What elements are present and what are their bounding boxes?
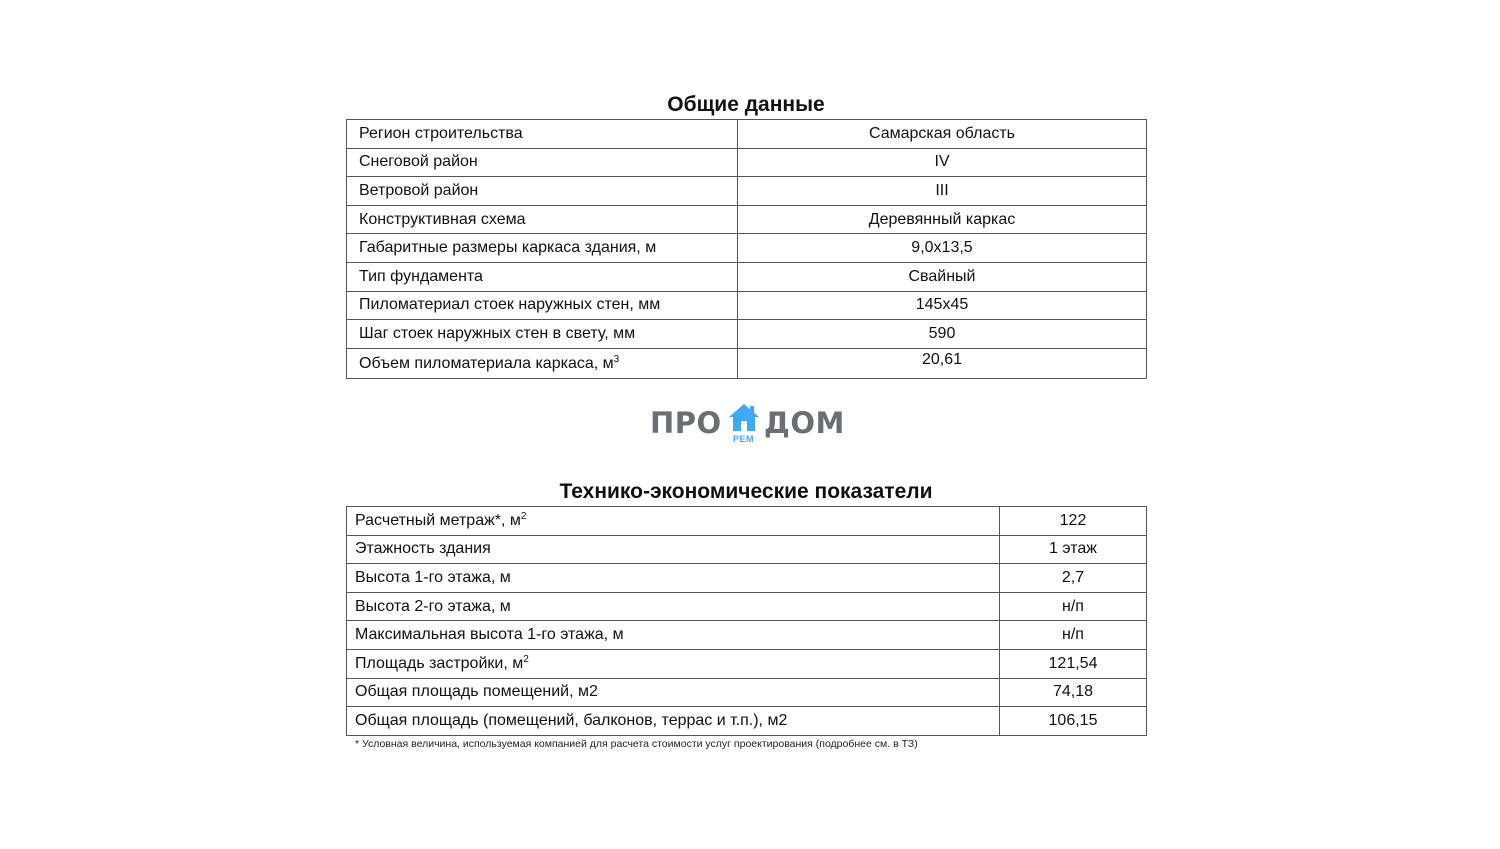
row-label-frame-dimensions: Габаритные размеры каркаса здания, м [347, 234, 738, 263]
table-row [347, 120, 1147, 149]
table-row [347, 234, 1147, 263]
row-value-foundation-type: Свайный [738, 262, 1147, 291]
tep-table [346, 506, 1147, 736]
table-row [347, 621, 1147, 650]
row-value-max-first-floor-height: н/п [1000, 621, 1147, 650]
row-label-second-floor-height: Высота 2-го этажа, м [347, 592, 1000, 621]
row-value-region: Самарская область [738, 120, 1147, 149]
table-row [347, 649, 1147, 678]
row-label-stud-spacing: Шаг стоек наружных стен в свету, мм [347, 320, 738, 349]
row-label-lumber-volume-text: Объем пиломатериала каркаса, м [359, 354, 614, 372]
general-data-table [346, 119, 1147, 379]
row-label-structural-scheme: Конструктивная схема [347, 205, 738, 234]
row-label-region: Регион строительства [347, 120, 738, 149]
row-value-snow-region: IV [738, 148, 1147, 177]
row-value-stud-spacing: 590 [738, 320, 1147, 349]
table-row [347, 320, 1147, 349]
table-row [347, 507, 1147, 536]
prodom-logo [650, 403, 850, 447]
table-row [347, 205, 1147, 234]
unit-superscript: 2 [520, 510, 527, 522]
row-value-total-area: 106,15 [1000, 707, 1147, 736]
table-row [347, 291, 1147, 320]
logo-subtext: РЕМ [733, 434, 755, 444]
row-label-floors: Этажность здания [347, 535, 1000, 564]
general-data-title: Общие данные [667, 93, 825, 116]
table-row [347, 262, 1147, 291]
row-label-building-footprint-text: Площадь застройки, м [355, 654, 524, 672]
row-label-rooms-area: Общая площадь помещений, м2 [347, 678, 1000, 707]
row-value-stud-lumber: 145х45 [738, 291, 1147, 320]
row-label-lumber-volume [347, 348, 738, 379]
row-label-first-floor-height: Высота 1-го этажа, м [347, 564, 1000, 593]
row-value-frame-dimensions: 9,0х13,5 [738, 234, 1147, 263]
table-row [347, 535, 1147, 564]
table-row [347, 177, 1147, 206]
row-value-first-floor-height: 2,7 [1000, 564, 1147, 593]
row-label-stud-lumber: Пиломатериал стоек наружных стен, мм [347, 291, 738, 320]
row-value-lumber-volume: 20,61 [738, 348, 1147, 379]
row-value-building-footprint: 121,54 [1000, 649, 1147, 678]
row-value-wind-region: III [738, 177, 1147, 206]
row-label-snow-region: Снеговой район [347, 148, 738, 177]
row-label-wind-region: Ветровой район [347, 177, 738, 206]
unit-superscript: 2 [523, 653, 529, 665]
row-label-design-area [347, 507, 1000, 536]
row-value-design-area: 122 [1000, 507, 1147, 536]
table-row [347, 592, 1147, 621]
logo-word-left: ПРО [650, 406, 722, 440]
tep-title: Технико-экономические показатели [559, 480, 933, 503]
row-value-floors: 1 этаж [1000, 535, 1147, 564]
row-label-max-first-floor-height: Максимальная высота 1-го этажа, м [347, 621, 1000, 650]
row-label-total-area: Общая площадь (помещений, балконов, террас и т.п.), м2 [347, 707, 1000, 736]
row-label-design-area-text: Расчетный метраж*, м [355, 511, 521, 529]
table-row [347, 707, 1147, 736]
footnote: * Условная величина, используемая компанией для расчета стоимости услуг проектирования (подробнее см. в ТЗ) [355, 738, 918, 750]
row-value-second-floor-height: н/п [1000, 592, 1147, 621]
table-row [347, 564, 1147, 593]
table-row [347, 348, 1147, 379]
table-row [347, 148, 1147, 177]
row-label-foundation-type: Тип фундамента [347, 262, 738, 291]
row-value-structural-scheme: Деревянный каркас [738, 205, 1147, 234]
logo-word-right: ДОМ [764, 406, 845, 440]
table-row [347, 678, 1147, 707]
row-label-building-footprint [347, 649, 1000, 678]
unit-superscript: 3 [613, 353, 620, 365]
house-icon [728, 403, 760, 433]
row-value-rooms-area: 74,18 [1000, 678, 1147, 707]
